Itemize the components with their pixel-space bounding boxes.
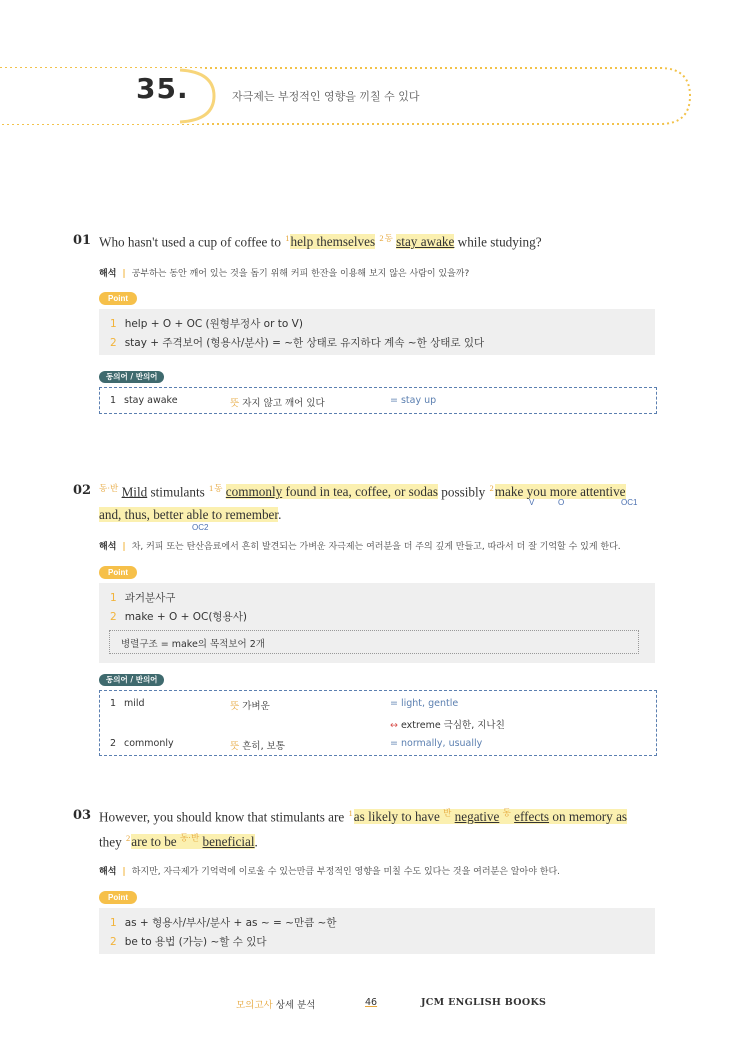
sentence-02-line2: and, thus, better able to remember. <box>99 507 282 522</box>
translation-text: 공부하는 동안 깨어 있는 것을 돕기 위해 커피 한잔을 이용해 보지 않은 사람이 있을까? <box>131 269 470 279</box>
point-line: 2 be to 용법 (가능) ~할 수 있다 <box>110 936 267 948</box>
sentence-text: Who hasn't used a cup of coffee to <box>99 234 285 250</box>
footer-label: 모의고사 상세 분석 <box>236 1000 316 1011</box>
synonym-number: 1 <box>110 395 117 406</box>
synonym-meaning: 뜻 자지 않고 깨어 있다 <box>230 398 325 409</box>
section-title: 자극제는 부정적인 영향을 끼칠 수 있다 <box>232 90 420 103</box>
synonym-tag: 동·반 <box>99 483 119 493</box>
sentence-02: $^{동\cdot 반}$ Mild stimulants $^{1동}$ commonly found in tea, coffee, or sodas possibly $^2$make you more attentive <box>99 483 626 500</box>
synonym-badge: 동의어 / 반의어 <box>99 371 164 383</box>
point-line: 1 help + O + OC (원형부정사 or to V) <box>110 318 303 330</box>
point-line: 2 stay + 주격보어 (형용사/분사) = ~한 상태로 유지하다 계속 ~한 상태로 있다 <box>110 337 485 349</box>
translation-text: 차, 커피 또는 탄산음료에서 흔히 발견되는 가벼운 자극제는 여러분을 더 주의 깊게 만들고, 따라서 더 잘 기억할 수 있게 한다. <box>131 542 621 552</box>
keyword: negative <box>454 809 500 825</box>
section-number: 35. <box>136 72 189 105</box>
point-line: 1 과거분사구 <box>110 592 176 604</box>
synonym-tag: 동 <box>384 233 393 243</box>
question-number: 01 <box>73 233 92 248</box>
question-number: 02 <box>73 483 92 498</box>
synonym-box <box>99 387 657 414</box>
keyword: beneficial <box>202 834 255 850</box>
point-line: 1 as + 형용사/부사/분사 + as ~ = ~만큼 ~한 <box>110 917 337 929</box>
synonym-word: stay awake <box>124 395 178 406</box>
grammar-label: OC1 <box>621 498 638 507</box>
grammar-label: O <box>558 498 565 507</box>
sentence-text: while studying? <box>454 234 542 250</box>
marker: 2 <box>379 233 384 243</box>
synonym-word: mild <box>124 698 145 709</box>
synonym-box <box>99 690 657 756</box>
sentence-03: However, you should know that stimulants are $^1$as likely to have $^반$ negative $^동$ effects on memory as <box>99 808 628 825</box>
highlight-phrase: make you more attentive <box>494 484 626 500</box>
grammar-label: OC2 <box>192 523 209 532</box>
synonym-equivalent: = light, gentle <box>390 698 459 709</box>
sentence-03-line2: they $^2$are to be $^{동\cdot 반}$ beneficial. <box>99 833 258 850</box>
keyword: effects <box>514 809 550 825</box>
synonym-badge: 동의어 / 반의어 <box>99 674 164 686</box>
synonym-equivalent: = stay up <box>390 395 437 406</box>
highlight-phrase: help themselves <box>290 234 376 250</box>
marker: 1 <box>285 233 290 243</box>
brand-name: JCM ENGLISH BOOKS <box>421 997 547 1008</box>
sentence-01 <box>99 232 542 250</box>
highlight-phrase: stay awake <box>396 234 455 250</box>
highlight-phrase: and, thus, better able to remember <box>99 507 279 522</box>
translation-label: 해석 <box>99 269 117 279</box>
translation-02: 해석 | 차, 커피 또는 탄산음료에서 흔히 발견되는 가벼운 자극제는 여러분을 더 주의 깊게 만들고, 따라서 더 잘 기억할 수 있게 한다. <box>99 542 621 552</box>
point-badge: Point <box>99 891 137 904</box>
antonym: ↔ extreme 극심한, 지나친 <box>390 720 505 731</box>
point-badge: Point <box>99 292 137 305</box>
synonym-word: commonly <box>124 738 174 749</box>
synonym-equivalent: = normally, usually <box>390 738 483 749</box>
synonym-meaning: 뜻 흔히, 보통 <box>230 741 285 752</box>
point-badge: Point <box>99 566 137 579</box>
synonym-number: 1 <box>110 698 117 709</box>
synonym-meaning: 뜻 가벼운 <box>230 701 270 712</box>
keyword: Mild <box>121 484 148 500</box>
translation-01: 해석 | 공부하는 동안 깨어 있는 것을 돕기 위해 커피 한잔을 이용해 보지 않은 사람이 있을까? <box>99 269 470 279</box>
translation-03: 해석 | 하지만, 자극제가 기억력에 이로울 수 있는만큼 부정적인 영향을 미칠 수도 있다는 것을 여러분은 알아야 한다. <box>99 867 560 877</box>
keyword: commonly <box>225 484 283 500</box>
synonym-number: 2 <box>110 738 117 749</box>
page-number: 46 <box>365 997 378 1008</box>
note-text: 병렬구조 = make의 목적보어 2개 <box>121 639 265 650</box>
translation-text: 하지만, 자극제가 기억력에 이로울 수 있는만큼 부정적인 영향을 미칠 수도 있다는 것을 여러분은 알아야 한다. <box>131 867 560 877</box>
grammar-label: V <box>529 498 535 507</box>
question-number: 03 <box>73 808 92 823</box>
point-line: 2 make + O + OC(형용사) <box>110 611 247 623</box>
